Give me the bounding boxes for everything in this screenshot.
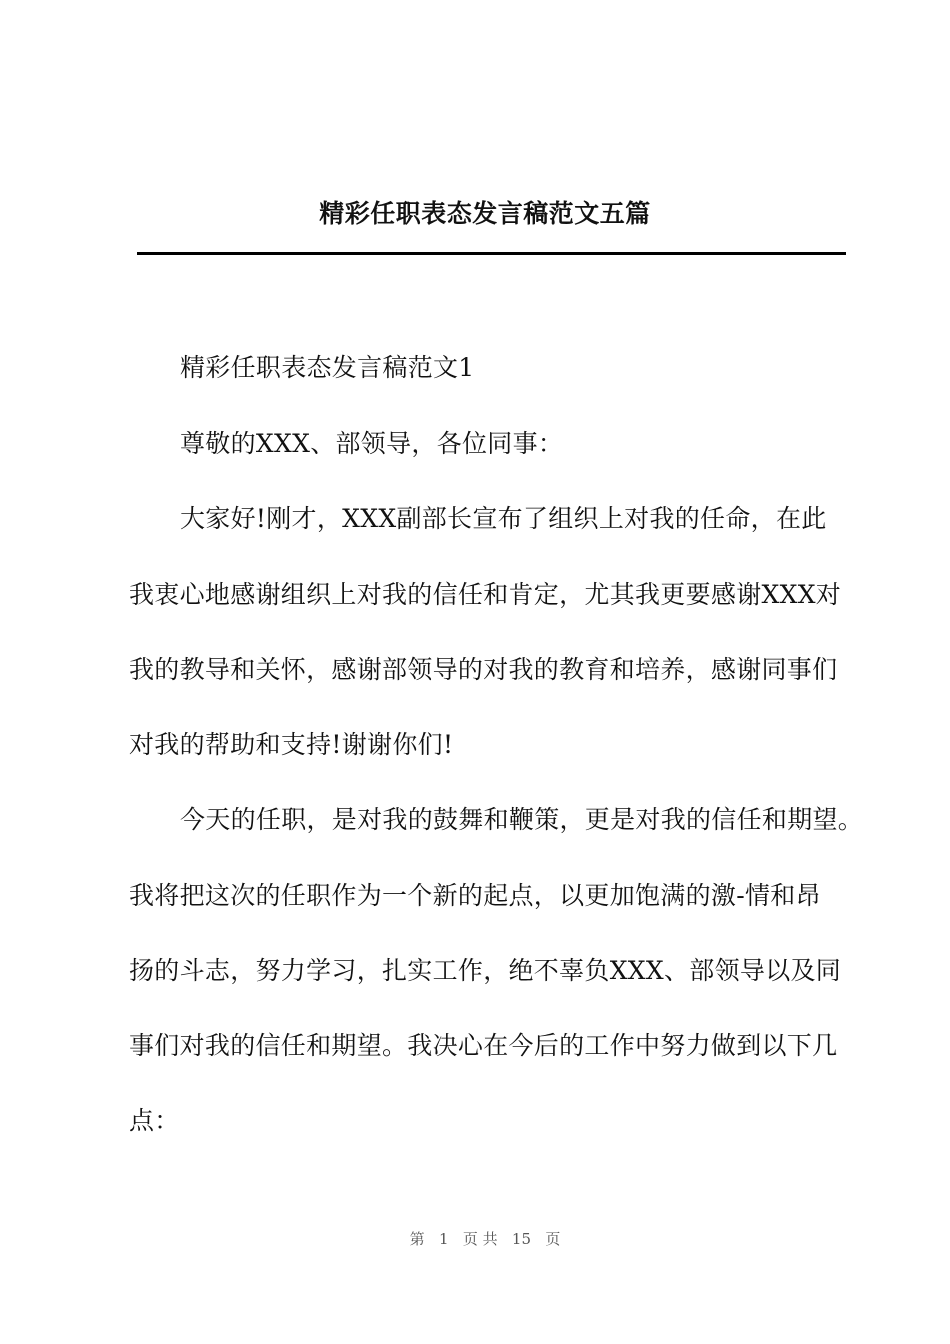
footer-page-number: 1	[438, 1230, 449, 1248]
body-line: 点：	[129, 1106, 180, 1135]
title-underline	[137, 252, 846, 255]
salutation-line: 尊敬的XXX、部领导，各位同事：	[180, 429, 564, 458]
body-line: 我衷心地感谢组织上对我的信任和肯定，尤其我更要感谢XXX对	[129, 580, 842, 609]
body-line: 事们对我的信任和期望。我决心在今后的工作中努力做到以下几	[129, 1031, 838, 1060]
document-title: 精彩任职表态发言稿范文五篇	[319, 199, 651, 228]
body-line: 对我的帮助和支持!谢谢你们!	[129, 730, 454, 759]
footer-page-suffix: 页	[545, 1230, 561, 1248]
body-line: 大家好!刚才，XXX副部长宣布了组织上对我的任命，在此	[180, 504, 827, 533]
page-footer	[0, 1228, 950, 1250]
footer-page-prefix: 第	[409, 1230, 425, 1248]
body-line: 扬的斗志，努力学习，扎实工作，绝不辜负XXX、部领导以及同	[129, 956, 842, 985]
body-line: 今天的任职，是对我的鼓舞和鞭策，更是对我的信任和期望。	[180, 805, 864, 834]
body-line: 我将把这次的任职作为一个新的起点，以更加饱满的激-情和昂	[129, 881, 821, 910]
section-heading: 精彩任职表态发言稿范文1	[180, 353, 475, 382]
body-line: 我的教导和关怀，感谢部领导的对我的教育和培养，感谢同事们	[129, 655, 838, 684]
footer-total-pages: 15	[511, 1230, 532, 1248]
footer-page-middle: 页 共	[462, 1230, 498, 1248]
